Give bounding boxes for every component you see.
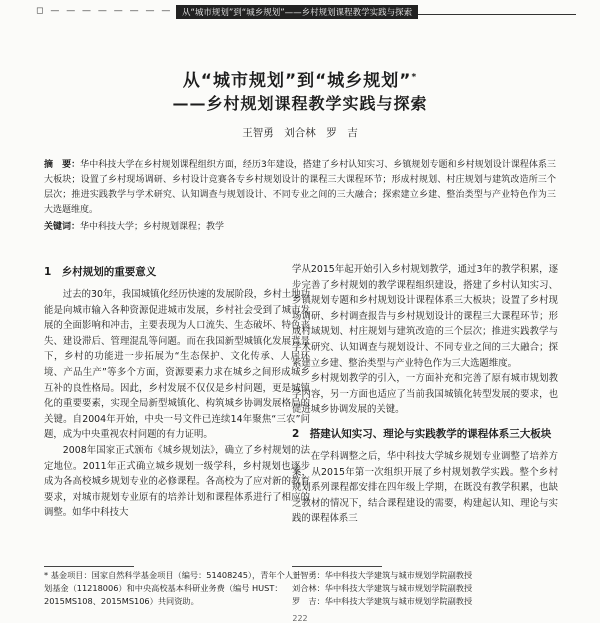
- section-1-paragraph-3: 乡村规划教学的引入，一方面补充和完善了原有城市规划教学内容，另一方面也适应了当前我国城镇化转型发展的要求，也促进城乡协调发展的关键。: [292, 373, 558, 416]
- footnote-rule-left: [44, 566, 134, 567]
- running-header: [36, 2, 576, 24]
- footnote-rule-right: [292, 566, 382, 567]
- section-1-paragraph-1: 过去的30年，我国城镇化经历快速的发展阶段，乡村土地功能是向城市输入各种资源促进城市发展，乡村社会受到了城市发展的全面影响和冲击，主要表现为人口流失、生态破坏、特色丧失、建设滞后、管理混乱等问题。而在我国新型城镇化发展背景下，乡村的功能进一步拓展为“生态保护、文化传承、人居环境、产品生产”等多个方面，资源要素力求在城乡之间形成城乡互补的良性格局。因此，乡村发展不仅仅是乡村问题，更是城镇化的重要要素，实现全局新型城镇化、构筑城乡协调发展格局的关键。自2004年开始，中央一号文件已连续14年聚焦“三农”问题，成为中央重视农村问题的有力证明。: [44, 289, 310, 441]
- running-head: 从“城市规划”到“城乡规划”——乡村规划课程教学实践与探索: [176, 5, 418, 19]
- keywords: [44, 219, 556, 232]
- page-number: 222: [292, 614, 308, 623]
- section-2-heading: 2 搭建认知实习、理论与实践教学的课程体系三大板块: [292, 427, 552, 440]
- footnote-authors: 王智勇：华中科技大学建筑与城市规划学院副教授 刘合林：华中科技大学建筑与城市规划学院副教授 罗 吉：华中科技大学建筑与城市规划学院副教授: [292, 570, 473, 606]
- title-line-2: ——乡村规划课程教学实践与探索: [172, 94, 428, 113]
- abstract: [44, 158, 556, 218]
- abstract-text: 华中科技大学在乡村规划课程组织方面，经历3年建设，搭建了乡村认知实习、乡镇规划专题和乡村规划设计课程体系三大板块；设置了乡村现场调研、乡村设计竞赛各专乡村规划设计的课程三大课程环节；形成村规划、村庄规划与建筑改造所三个层次；推进实践教学与学术研究、认知调查与规划设计、不同专业之间的三大融合；探索建立乡建、整治类型与产业特色作为三大选题维度。: [44, 160, 556, 215]
- left-column: [44, 262, 310, 521]
- footnote-funding: * 基金项目：国家自然科学基金项目（编号：51408245），青年个人计划基金（11218006）和中央高校基本科研业务费（编号 HUST：2015MS108、2015MS106）共同资助。: [44, 570, 302, 606]
- keywords-text: 华中科技大学；乡村规划课程；教学: [80, 222, 225, 232]
- section-2-paragraph-1: 在学科调整之后，华中科技大学城乡规划专业调整了培养方案，从2015年第一次组织开展了乡村规划教学实践。整个乡村规划系列课程都安排在四年级上学期，在既没有教学积累，也缺乏教材的情况下，结合课程建设的需要，构建起认知、理论与实践的课程体系三: [292, 450, 558, 525]
- title-line-1: [0, 66, 600, 91]
- keywords-label: 关键词：: [44, 222, 81, 232]
- title-main: 从“城市规划”到“城乡规划”: [182, 71, 412, 91]
- section-1-paragraph-2-start: 2008年国家正式颁布《城乡规划法》，确立了乡村规划的法定地位。2011年正式确立城乡规划一级学科，乡村规划也逐步成为各高校城乡规划专业的必修课程。各高校为了应对新的教育要求，对城市规划专业原有的培养计划和课程体系进行了相应的调整。如华中科技大: [44, 444, 310, 519]
- title-footnote-mark: *: [411, 72, 418, 83]
- section-1-paragraph-2-cont: 学从2015年起开始引入乡村规划教学，通过3年的教学积累，逐步完善了乡村规划的教学课程组织建设，搭建了乡村认知实习、乡镇规划专题和乡村规划设计课程体系三大板块；设置了乡村现场调研、乡村调查报告与乡村规划设计的课程三大课程环节；形成村域规划、村庄规划与建筑改造的三个层次；推进实践教学与学术研究、认知调查与规划设计、不同专业之间的三大融合；探索建立乡建、整治类型与产业特色作为三大选题维度。: [292, 264, 558, 369]
- header-marks: ◻ — — — — — — — —: [36, 6, 176, 16]
- authors: 王智勇 刘合林 罗 吉: [242, 127, 358, 139]
- right-column: [292, 262, 558, 527]
- abstract-label: 摘 要：: [44, 160, 81, 170]
- section-1-heading: 1 乡村规划的重要意义: [44, 266, 157, 278]
